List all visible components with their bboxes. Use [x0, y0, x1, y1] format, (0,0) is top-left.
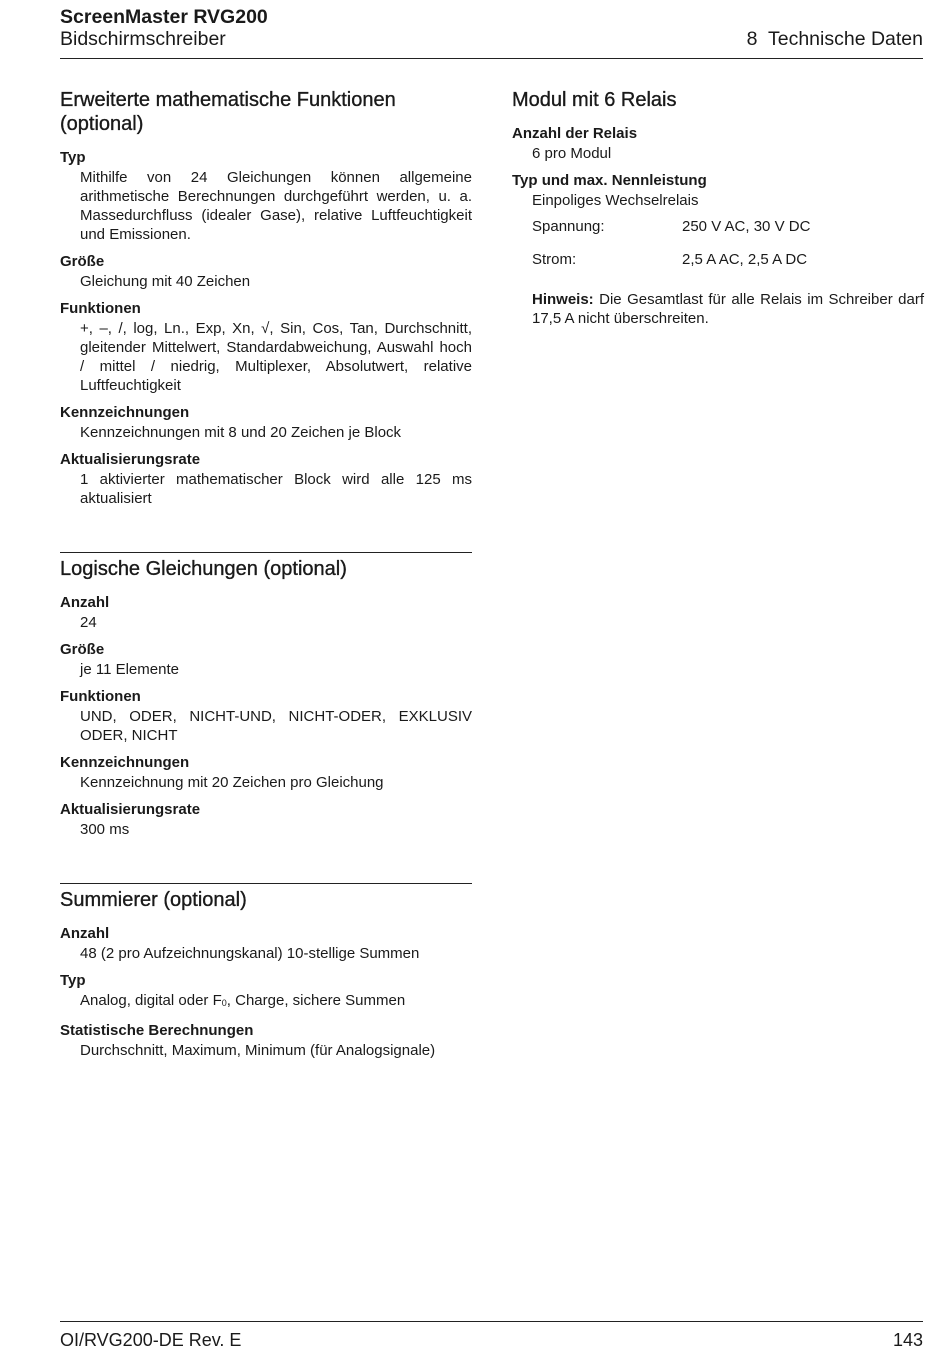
field-value: Einpoliges Wechselrelais — [532, 192, 699, 209]
field-value: Gleichung mit 40 Zeichen — [80, 273, 251, 290]
field-value: 6 pro Modul — [532, 145, 612, 162]
field-size — [60, 640, 472, 679]
rating-value: 250 V AC, 30 V DC — [682, 218, 811, 235]
field-update-rate — [60, 450, 472, 508]
field-label: Aktualisierungsrate — [60, 801, 201, 818]
field-label: Aktualisierungsrate — [60, 451, 201, 468]
section-heading: Summierer (optional) — [60, 889, 247, 911]
field-value: UND, ODER, NICHT-UND, NICHT-ODER, EXKLUSIV ODER, NICHT — [80, 708, 472, 744]
field-label: Statistische Berechnungen — [60, 1022, 254, 1039]
field-count — [60, 924, 472, 963]
field-value: Durchschnitt, Maximum, Minimum (für Analogsignale) — [80, 1042, 436, 1059]
section-heading: Logische Gleichungen (optional) — [60, 558, 347, 580]
rating-row-voltage — [532, 218, 924, 251]
document-id: OI/RVG200-DE Rev. E — [60, 1330, 242, 1350]
field-value: +, –, /, log, Ln., Exp, Xn, √, Sin, Cos, Tan, Durchschnitt, gleitender Mittelwert, Standardabweichung, Auswahl hoch / mittel / niedrig, Multiplexer, Absolutwert, relative Luftfeuchtigkeit — [80, 320, 472, 394]
document-subtitle: Bidschirmschreiber — [60, 28, 226, 50]
field-label: Größe — [60, 641, 105, 658]
left-column — [60, 88, 472, 1068]
field-label: Anzahl — [60, 594, 110, 611]
field-statistics — [60, 1021, 472, 1060]
field-label: Typ und max. Nennleistung — [512, 172, 707, 189]
note-label: Hinweis: — [532, 291, 594, 308]
field-label: Anzahl der Relais — [512, 125, 638, 142]
page-number: 143 — [892, 1330, 923, 1350]
field-label: Größe — [60, 253, 105, 270]
document-title: ScreenMaster RVG200 — [60, 6, 268, 28]
field-type — [60, 971, 472, 1013]
totalizer-section — [60, 883, 472, 1060]
note-text: Die Gesamtlast für alle Relais im Schreiber darf 17,5 A nicht überschreiten. — [532, 291, 924, 327]
field-label: Funktionen — [60, 300, 141, 317]
page-header — [60, 6, 923, 59]
rating-row-current — [532, 251, 924, 284]
field-labels — [60, 403, 472, 442]
field-relay-count — [512, 124, 924, 163]
field-functions — [60, 687, 472, 745]
field-type — [60, 148, 472, 244]
field-value: Kennzeichnungen mit 8 und 20 Zeichen je Block — [80, 424, 402, 441]
field-label: Kennzeichnungen — [60, 404, 190, 421]
field-update-rate — [60, 800, 472, 839]
field-value: 48 (2 pro Aufzeichnungskanal) 10-stellige Summen — [80, 945, 420, 962]
section-heading: Erweiterte mathematische Funktionen (optional) — [60, 89, 396, 135]
rating-key: Strom: — [532, 251, 577, 268]
relay-module-section — [512, 88, 924, 328]
field-label: Anzahl — [60, 925, 110, 942]
field-value: je 11 Elemente — [80, 661, 179, 678]
field-labels — [60, 753, 472, 792]
field-value: Mithilfe von 24 Gleichungen können allgemeine arithmetische Berechnungen durchgeführt werden, u. a. Massedurchfluss (idealer Gase), relative Luftfeuchtigkeit und Emissionen. — [80, 169, 472, 243]
field-value: 1 aktivierter mathematischer Block wird alle 125 ms aktualisiert — [80, 471, 472, 507]
field-relay-type — [512, 171, 924, 328]
chapter-title: 8 Technische Daten — [746, 28, 923, 50]
subscript: 0 — [221, 998, 227, 1008]
relay-note — [532, 290, 924, 328]
section-heading: Modul mit 6 Relais — [512, 89, 677, 111]
field-label: Kennzeichnungen — [60, 754, 190, 771]
field-value: 300 ms — [80, 821, 130, 838]
field-count — [60, 593, 472, 632]
value-text: Analog, digital oder F — [80, 992, 222, 1009]
field-value: Kennzeichnung mit 20 Zeichen pro Gleichung — [80, 774, 384, 791]
logic-equations-section — [60, 552, 472, 839]
field-functions — [60, 299, 472, 395]
math-functions-section — [60, 88, 472, 508]
rating-key: Spannung: — [532, 218, 605, 235]
right-column — [512, 88, 924, 336]
rating-table — [532, 218, 924, 284]
field-value — [60, 991, 472, 1013]
value-text: , Charge, sichere Summen — [226, 992, 406, 1009]
field-value: 24 — [80, 614, 97, 631]
field-size — [60, 252, 472, 291]
field-label: Typ — [60, 972, 86, 989]
field-label: Funktionen — [60, 688, 141, 705]
rating-value: 2,5 A AC, 2,5 A DC — [682, 251, 808, 268]
field-label: Typ — [60, 149, 86, 166]
page-footer — [60, 1321, 923, 1362]
